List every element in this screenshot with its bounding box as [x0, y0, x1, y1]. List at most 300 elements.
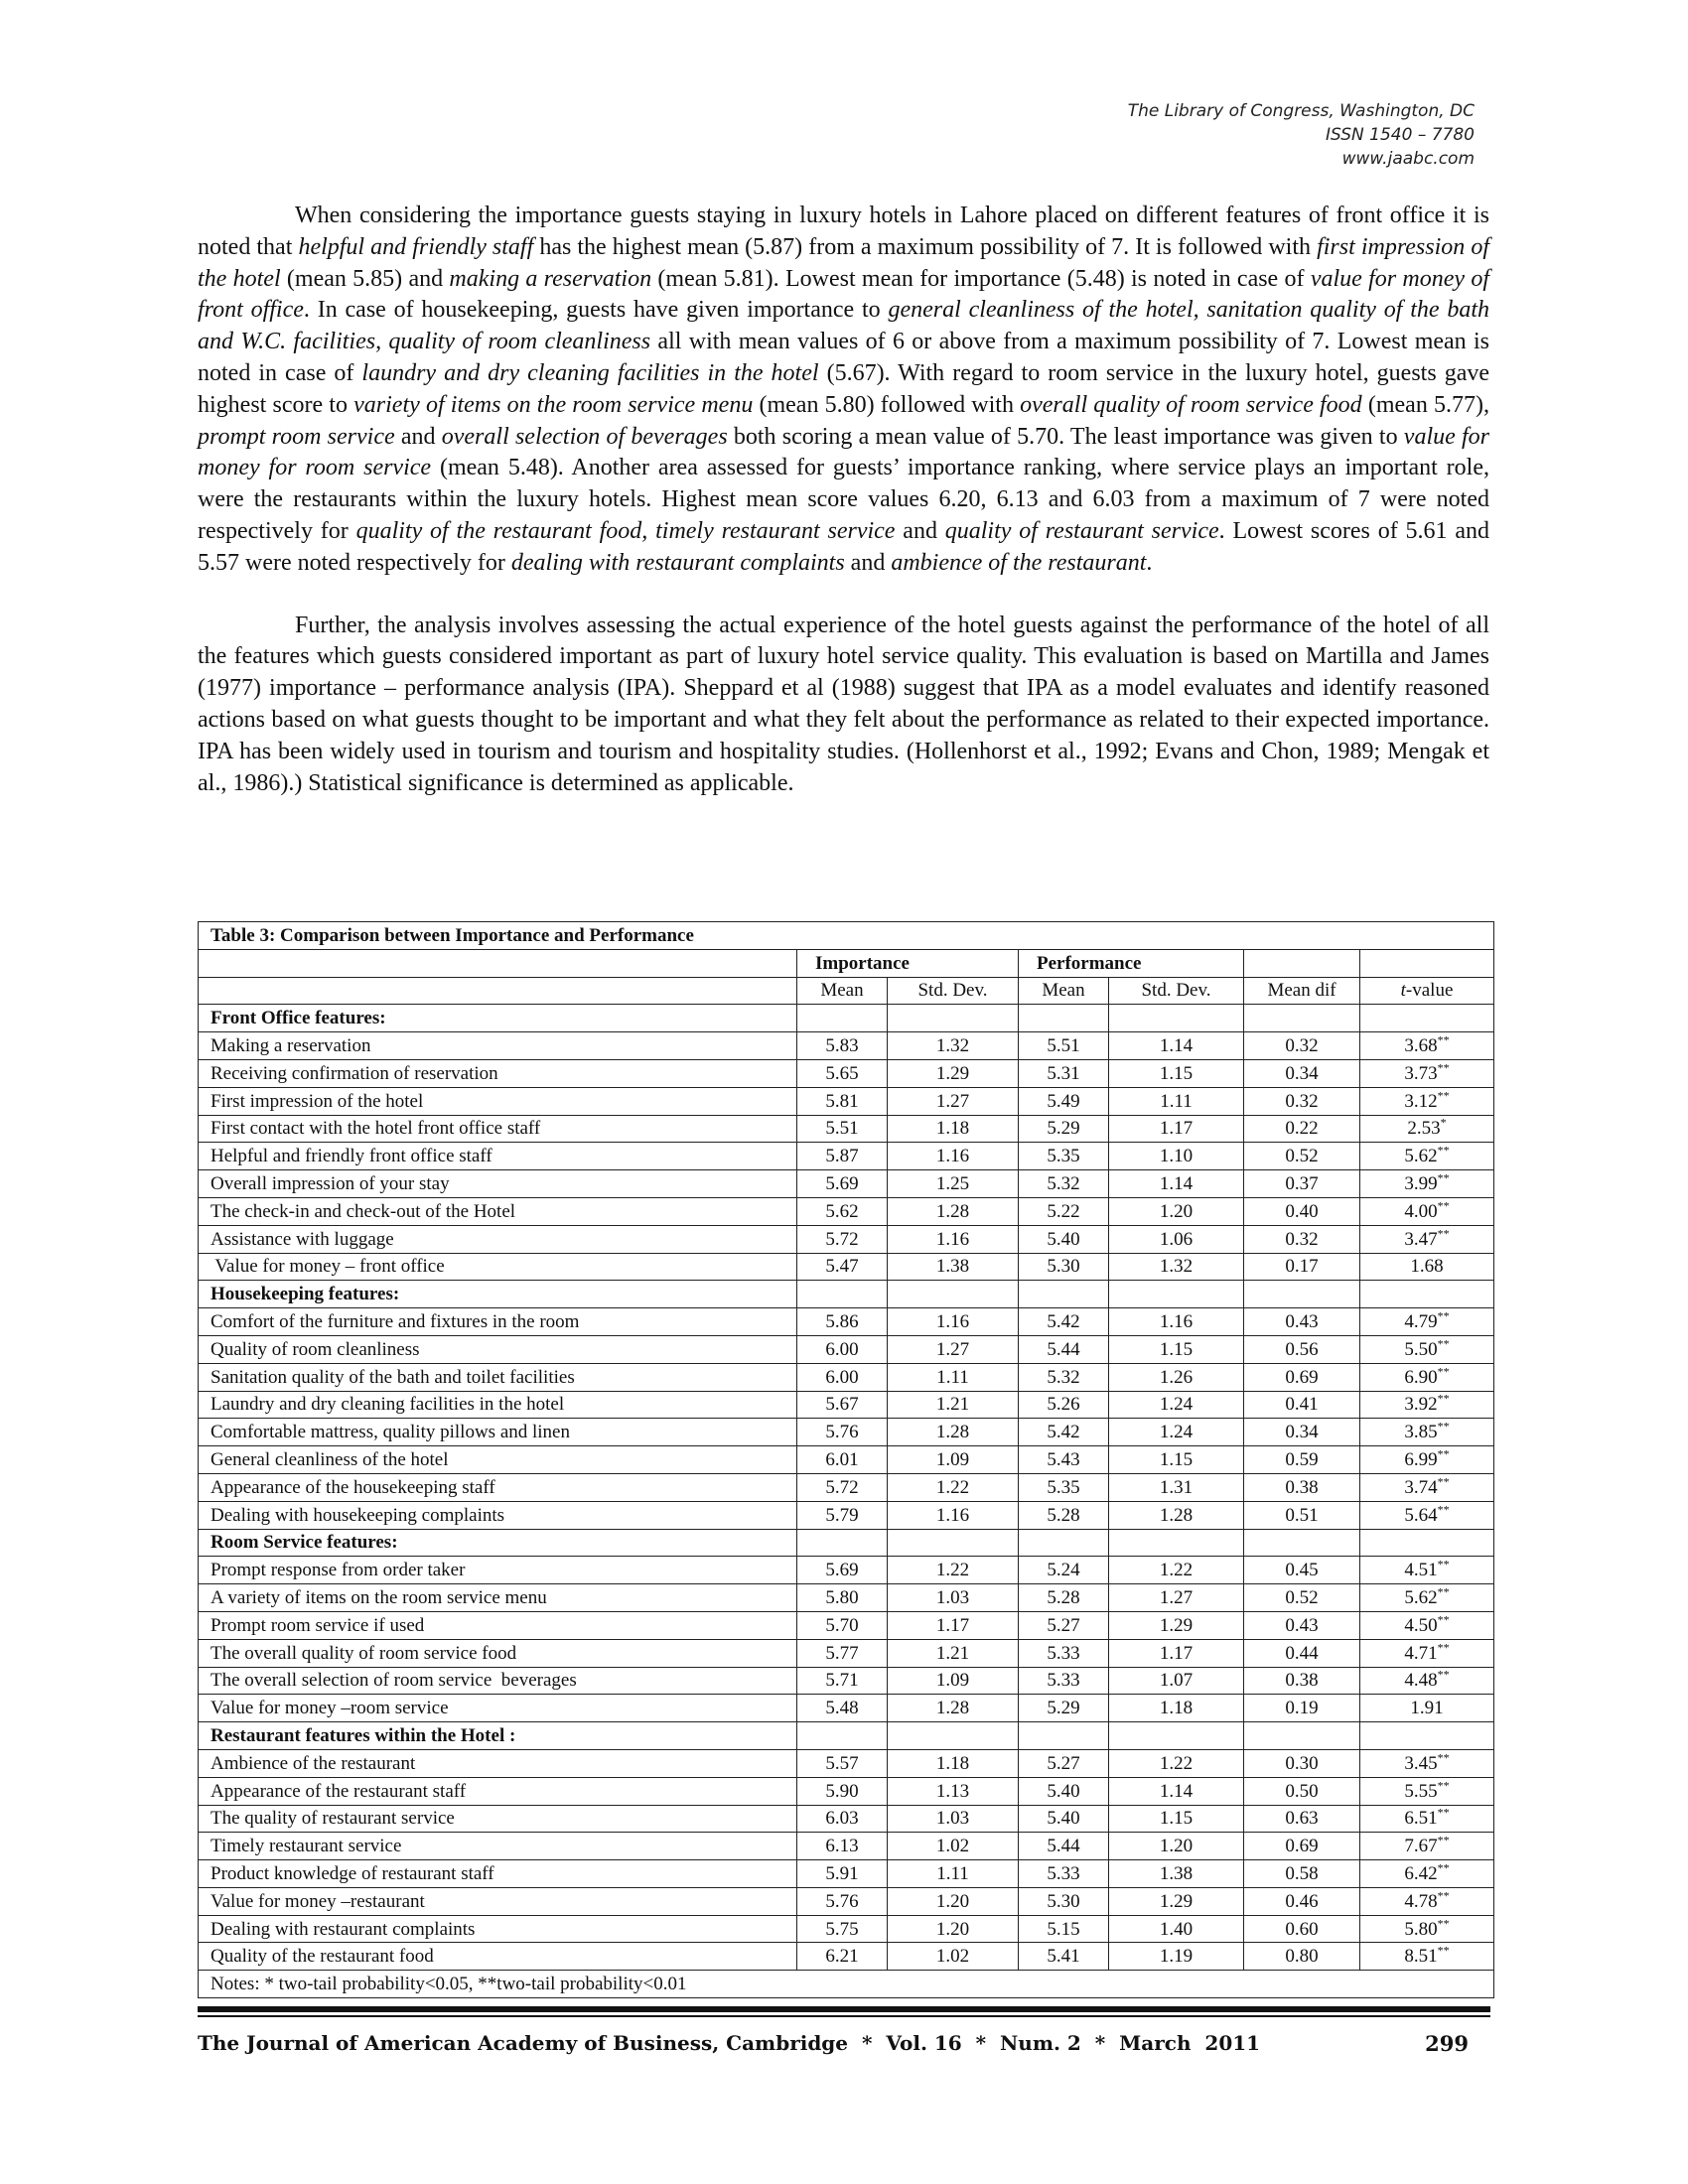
row-label: Value for money –restaurant [199, 1887, 797, 1915]
comparison-table [198, 921, 1494, 1998]
table-section-header: Restaurant features within the Hotel : [199, 1722, 1494, 1750]
table-cell: 1.28 [1109, 1501, 1244, 1529]
significance-marker: ** [1437, 1668, 1450, 1683]
page-number: 299 [1425, 2031, 1469, 2056]
table-cell: 0.38 [1244, 1473, 1360, 1501]
row-label: Overall impression of your stay [199, 1170, 797, 1198]
table-row [199, 1611, 1494, 1639]
table-cell: 1.38 [888, 1253, 1019, 1281]
table-cell: 5.76 [797, 1887, 888, 1915]
significance-marker: ** [1437, 1833, 1450, 1847]
table-cell: 6.00 [797, 1335, 888, 1363]
row-label: Appearance of the restaurant staff [199, 1777, 797, 1805]
table-cell: 5.35 [1019, 1143, 1109, 1170]
table-cell: 5.51 [1019, 1032, 1109, 1060]
table-cell: 0.80 [1244, 1943, 1360, 1971]
significance-marker: ** [1437, 1640, 1450, 1655]
t-value-cell: 4.71** [1360, 1639, 1494, 1667]
row-label: A variety of items on the room service menu [199, 1584, 797, 1612]
table-notes-row [199, 1971, 1494, 1998]
row-label: The quality of restaurant service [199, 1805, 797, 1833]
running-header [1128, 99, 1475, 171]
t-value-cell: 6.90** [1360, 1363, 1494, 1391]
table-cell: 1.20 [888, 1887, 1019, 1915]
table-row [199, 1363, 1494, 1391]
table-cell: 5.72 [797, 1225, 888, 1253]
body-text [198, 201, 1489, 799]
header-issn: ISSN 1540 – 7780 [1326, 125, 1475, 145]
t-value-cell: 5.62** [1360, 1143, 1494, 1170]
row-label: Value for money –room service [199, 1695, 797, 1722]
table-cell: 0.41 [1244, 1391, 1360, 1419]
table-cell: 5.67 [797, 1391, 888, 1419]
footer-rule [198, 2006, 1490, 2012]
col-performance-mean: Mean [1019, 977, 1109, 1005]
table-cell: 5.69 [797, 1170, 888, 1198]
table-row [199, 1805, 1494, 1833]
table-section-header: Housekeeping features: [199, 1281, 1494, 1308]
table-notes: Notes: * two-tail probability<0.05, **two-tail probability<0.01 [199, 1971, 1494, 1998]
table-cell: 1.24 [1109, 1419, 1244, 1446]
table-cell: 0.17 [1244, 1253, 1360, 1281]
table-cell: 0.32 [1244, 1087, 1360, 1115]
table-cell: 5.44 [1019, 1335, 1109, 1363]
significance-marker: ** [1437, 1032, 1450, 1047]
table-cell: 0.22 [1244, 1115, 1360, 1143]
table-cell: 0.32 [1244, 1032, 1360, 1060]
table-cell: 1.15 [1109, 1446, 1244, 1474]
table-row [199, 1749, 1494, 1777]
table-cell: 5.51 [797, 1115, 888, 1143]
col-importance-mean: Mean [797, 977, 888, 1005]
table-cell: 1.11 [1109, 1087, 1244, 1115]
table-cell: 1.14 [1109, 1170, 1244, 1198]
table-cell: 1.03 [888, 1584, 1019, 1612]
table-row [199, 1833, 1494, 1860]
table-title: Table 3: Comparison between Importance and Performance [199, 922, 1494, 950]
table-row [199, 1059, 1494, 1087]
table-row [199, 1253, 1494, 1281]
table-row [199, 1391, 1494, 1419]
table-cell: 1.22 [888, 1473, 1019, 1501]
table-cell: 1.27 [888, 1087, 1019, 1115]
table-row [199, 1943, 1494, 1971]
table-cell: 6.01 [797, 1446, 888, 1474]
table-cell: 5.32 [1019, 1170, 1109, 1198]
table-cell: 5.26 [1019, 1391, 1109, 1419]
table-cell: 5.31 [1019, 1059, 1109, 1087]
table-section-header: Front Office features: [199, 1005, 1494, 1032]
table-cell: 5.77 [797, 1639, 888, 1667]
table-cell: 5.40 [1019, 1225, 1109, 1253]
t-value-cell: 4.48** [1360, 1667, 1494, 1695]
table-cell: 1.24 [1109, 1391, 1244, 1419]
table-cell: 5.72 [797, 1473, 888, 1501]
significance-marker: ** [1437, 1170, 1450, 1185]
table-cell: 5.44 [1019, 1833, 1109, 1860]
table-cell: 5.33 [1019, 1639, 1109, 1667]
significance-marker: ** [1437, 1944, 1450, 1959]
table-cell: 1.28 [888, 1419, 1019, 1446]
footer [198, 2031, 1490, 2055]
row-label: Comfort of the furniture and fixtures in the room [199, 1308, 797, 1336]
body-paragraph: When considering the importance guests staying in luxury hotels in Lahore placed on different features of front office it is noted that helpful and friendly staff has the highest mean (5.87) from a maximum possibility of 7. It is followed with first impression of the hotel (mean 5.85) and making a reservation (mean 5.81). Lowest mean for importance (5.48) is noted in case of value for money of front office. In case of housekeeping, guests have given importance to general cleanliness of the hotel, sanitation quality of the bath and W.C. facilities, quality of room cleanliness all with mean values of 6 or above from a maximum possibility of 7. Lowest mean is noted in case of laundry and dry cleaning facilities in the hotel (5.67). With regard to room service in the luxury hotel, guests gave highest score to variety of items on the room service menu (mean 5.80) followed with overall quality of room service food (mean 5.77), prompt room service and overall selection of beverages both scoring a mean value of 5.70. The least importance was given to value for money for room service (mean 5.48). Another area assessed for guests’ importance ranking, where service plays an important role, were the restaurants within the luxury hotels. Highest mean score values 6.20, 6.13 and 6.03 from a maximum of 7 were noted respectively for quality of the restaurant food, timely restaurant service and quality of restaurant service. Lowest scores of 5.61 and 5.57 were noted respectively for dealing with restaurant complaints and ambience of the restaurant. [198, 203, 1490, 576]
t-value-cell: 5.80** [1360, 1915, 1494, 1943]
table-cell: 1.18 [888, 1115, 1019, 1143]
table-cell: 1.29 [1109, 1887, 1244, 1915]
table-cell: 1.14 [1109, 1032, 1244, 1060]
table-cell: 0.38 [1244, 1667, 1360, 1695]
table-row [199, 1915, 1494, 1943]
table-cell: 1.18 [888, 1749, 1019, 1777]
t-value-cell: 3.47** [1360, 1225, 1494, 1253]
t-value-cell: 3.73** [1360, 1059, 1494, 1087]
table-row [199, 1308, 1494, 1336]
significance-marker: ** [1437, 1474, 1450, 1489]
table-cell: 5.69 [797, 1557, 888, 1584]
table-row [199, 1557, 1494, 1584]
table-cell: 1.32 [1109, 1253, 1244, 1281]
table-cell: 1.15 [1109, 1059, 1244, 1087]
table-cell: 1.27 [1109, 1584, 1244, 1612]
table-cell: 1.03 [888, 1805, 1019, 1833]
t-value-cell: 6.51** [1360, 1805, 1494, 1833]
table-cell: 6.00 [797, 1363, 888, 1391]
significance-marker: ** [1437, 1226, 1450, 1241]
significance-marker: ** [1437, 1392, 1450, 1407]
table-cell: 1.07 [1109, 1667, 1244, 1695]
table-cell: 6.21 [797, 1943, 888, 1971]
row-label: Sanitation quality of the bath and toilet facilities [199, 1363, 797, 1391]
row-label: Laundry and dry cleaning facilities in the hotel [199, 1391, 797, 1419]
table-cell: 5.24 [1019, 1557, 1109, 1584]
table-cell: 0.58 [1244, 1860, 1360, 1888]
table-cell: 0.45 [1244, 1557, 1360, 1584]
t-value-cell: 3.99** [1360, 1170, 1494, 1198]
table-cell: 0.46 [1244, 1887, 1360, 1915]
significance-marker: ** [1437, 1557, 1450, 1571]
row-label: Prompt room service if used [199, 1611, 797, 1639]
table-cell: 5.15 [1019, 1915, 1109, 1943]
table-cell: 1.32 [888, 1032, 1019, 1060]
footer-journal: The Journal of American Academy of Business, Cambridge * Vol. 16 * Num. 2 * March 2011 [198, 2031, 1261, 2055]
table-cell: 5.40 [1019, 1777, 1109, 1805]
body-paragraph: Further, the analysis involves assessing the actual experience of the hotel guests against the performance of the hotel of all the features which guests considered important as part of luxury hotel service quality. This evaluation is based on Martilla and James (1977) importance – performance analysis (IPA). Sheppard et al (1988) suggest that IPA as a model evaluates and identify reasoned actions based on what guests thought to be important and what they felt about the performance as related to their expected importance. IPA has been widely used in tourism and tourism and hospitality studies. (Hollenhorst et al., 1992; Evans and Chon, 1989; Mengak et al., 1986).) Statistical significance is determined as applicable. [198, 612, 1489, 796]
significance-marker: ** [1437, 1060, 1450, 1075]
table-cell: 5.79 [797, 1501, 888, 1529]
table-cell: 0.40 [1244, 1197, 1360, 1225]
table-cell: 1.20 [888, 1915, 1019, 1943]
t-value-cell: 5.55** [1360, 1777, 1494, 1805]
t-value-cell: 8.51** [1360, 1943, 1494, 1971]
table-cell: 5.76 [797, 1419, 888, 1446]
t-value-cell: 3.92** [1360, 1391, 1494, 1419]
table-cell: 0.50 [1244, 1777, 1360, 1805]
t-value-cell: 5.50** [1360, 1335, 1494, 1363]
table-row [199, 1225, 1494, 1253]
t-value-cell: 1.91 [1360, 1695, 1494, 1722]
table-row [199, 1473, 1494, 1501]
table-cell: 5.83 [797, 1032, 888, 1060]
row-label: Appearance of the housekeeping staff [199, 1473, 797, 1501]
significance-marker: ** [1437, 1088, 1450, 1103]
table-cell: 0.44 [1244, 1639, 1360, 1667]
row-label: The check-in and check-out of the Hotel [199, 1197, 797, 1225]
table-cell: 1.17 [888, 1611, 1019, 1639]
significance-marker: ** [1437, 1143, 1450, 1158]
t-value-cell: 7.67** [1360, 1833, 1494, 1860]
table-cell: 5.33 [1019, 1860, 1109, 1888]
row-label: First impression of the hotel [199, 1087, 797, 1115]
row-label: Helpful and friendly front office staff [199, 1143, 797, 1170]
table-cell: 5.57 [797, 1749, 888, 1777]
significance-marker: ** [1437, 1806, 1450, 1821]
table-cell: 1.06 [1109, 1225, 1244, 1253]
table-cell: 5.48 [797, 1695, 888, 1722]
significance-marker: ** [1437, 1336, 1450, 1351]
table-cell: 5.87 [797, 1143, 888, 1170]
row-label: The overall selection of room service beverages [199, 1667, 797, 1695]
table-cell: 5.70 [797, 1611, 888, 1639]
table-cell: 1.14 [1109, 1777, 1244, 1805]
table-cell: 5.41 [1019, 1943, 1109, 1971]
table-cell: 5.47 [797, 1253, 888, 1281]
table-cell: 5.28 [1019, 1584, 1109, 1612]
table-cell: 5.35 [1019, 1473, 1109, 1501]
table-cell: 5.28 [1019, 1501, 1109, 1529]
table-cell: 1.13 [888, 1777, 1019, 1805]
table-cell: 1.17 [1109, 1115, 1244, 1143]
table-cell: 1.15 [1109, 1805, 1244, 1833]
table-cell: 5.42 [1019, 1308, 1109, 1336]
table-cell: 0.51 [1244, 1501, 1360, 1529]
table-cell: 1.19 [1109, 1943, 1244, 1971]
table-cell: 1.22 [1109, 1749, 1244, 1777]
table-row [199, 1584, 1494, 1612]
table-cell: 1.25 [888, 1170, 1019, 1198]
table-cell: 1.28 [888, 1197, 1019, 1225]
row-label: Assistance with luggage [199, 1225, 797, 1253]
table-cell: 5.29 [1019, 1695, 1109, 1722]
table-cell: 1.20 [1109, 1197, 1244, 1225]
table-cell: 5.75 [797, 1915, 888, 1943]
t-value-cell: 4.79** [1360, 1308, 1494, 1336]
header-library: The Library of Congress, Washington, DC [1127, 101, 1475, 121]
table-cell: 1.09 [888, 1446, 1019, 1474]
table-cell: 5.30 [1019, 1887, 1109, 1915]
significance-marker: ** [1437, 1888, 1450, 1903]
table-cell: 0.52 [1244, 1584, 1360, 1612]
table-cell: 0.63 [1244, 1805, 1360, 1833]
t-value-cell: 5.64** [1360, 1501, 1494, 1529]
table-cell: 5.80 [797, 1584, 888, 1612]
table-row [199, 1501, 1494, 1529]
table-row [199, 1170, 1494, 1198]
table-cell: 1.22 [1109, 1557, 1244, 1584]
table-cell: 5.27 [1019, 1749, 1109, 1777]
table-cell: 1.18 [1109, 1695, 1244, 1722]
significance-marker: ** [1437, 1612, 1450, 1627]
t-value-cell: 5.62** [1360, 1584, 1494, 1612]
table-cell: 5.81 [797, 1087, 888, 1115]
t-value-cell: 1.68 [1360, 1253, 1494, 1281]
row-label: First contact with the hotel front office staff [199, 1115, 797, 1143]
row-label: Ambience of the restaurant [199, 1749, 797, 1777]
table-cell: 5.91 [797, 1860, 888, 1888]
row-label: Dealing with housekeeping complaints [199, 1501, 797, 1529]
row-label: Making a reservation [199, 1032, 797, 1060]
col-t-value: t-value [1360, 977, 1494, 1005]
table-cell: 6.13 [797, 1833, 888, 1860]
table-cell: 0.52 [1244, 1143, 1360, 1170]
table-cell: 1.17 [1109, 1639, 1244, 1667]
table-row [199, 1335, 1494, 1363]
table-cell: 5.29 [1019, 1115, 1109, 1143]
table-cell: 5.33 [1019, 1667, 1109, 1695]
table-cell: 5.27 [1019, 1611, 1109, 1639]
table-cell: 5.43 [1019, 1446, 1109, 1474]
significance-marker: ** [1437, 1502, 1450, 1517]
table-cell: 0.43 [1244, 1308, 1360, 1336]
table-cell: 1.21 [888, 1391, 1019, 1419]
table-cell: 1.21 [888, 1639, 1019, 1667]
table-group-header [199, 949, 1494, 977]
table-row [199, 1777, 1494, 1805]
table-row [199, 1695, 1494, 1722]
significance-marker: ** [1437, 1446, 1450, 1461]
significance-marker: ** [1437, 1308, 1450, 1323]
table-cell: 1.26 [1109, 1363, 1244, 1391]
table-cell: 1.40 [1109, 1915, 1244, 1943]
table-cell: 5.86 [797, 1308, 888, 1336]
significance-marker: ** [1437, 1584, 1450, 1599]
table-cell: 5.49 [1019, 1087, 1109, 1115]
significance-marker: ** [1437, 1778, 1450, 1793]
t-value-cell: 4.50** [1360, 1611, 1494, 1639]
table-cell: 1.16 [888, 1308, 1019, 1336]
significance-marker: * [1440, 1116, 1447, 1131]
group-performance: Performance [1019, 949, 1244, 977]
table-cell: 5.90 [797, 1777, 888, 1805]
table-cell: 1.27 [888, 1335, 1019, 1363]
table-row [199, 1087, 1494, 1115]
table-cell: 5.65 [797, 1059, 888, 1087]
table-cell: 0.69 [1244, 1363, 1360, 1391]
table-cell: 1.38 [1109, 1860, 1244, 1888]
table-cell: 5.22 [1019, 1197, 1109, 1225]
significance-marker: ** [1437, 1860, 1450, 1875]
table-cell: 1.31 [1109, 1473, 1244, 1501]
table-section-header: Room Service features: [199, 1529, 1494, 1557]
table-cell: 1.11 [888, 1363, 1019, 1391]
table-row [199, 1860, 1494, 1888]
col-performance-std: Std. Dev. [1109, 977, 1244, 1005]
table-cell: 1.29 [888, 1059, 1019, 1087]
t-value-cell: 4.51** [1360, 1557, 1494, 1584]
table-title-row [199, 922, 1494, 950]
t-value-cell: 4.78** [1360, 1887, 1494, 1915]
t-value-cell: 3.85** [1360, 1419, 1494, 1446]
row-label: Product knowledge of restaurant staff [199, 1860, 797, 1888]
t-value-cell: 3.74** [1360, 1473, 1494, 1501]
significance-marker: ** [1437, 1419, 1450, 1433]
table-cell: 0.32 [1244, 1225, 1360, 1253]
table-cell: 5.40 [1019, 1805, 1109, 1833]
t-value-cell: 3.12** [1360, 1087, 1494, 1115]
row-label: General cleanliness of the hotel [199, 1446, 797, 1474]
table-cell: 0.30 [1244, 1749, 1360, 1777]
table-cell: 1.29 [1109, 1611, 1244, 1639]
table-cell: 0.60 [1244, 1915, 1360, 1943]
table-cell: 5.62 [797, 1197, 888, 1225]
col-mean-dif: Mean dif [1244, 977, 1360, 1005]
t-value-cell: 6.99** [1360, 1446, 1494, 1474]
row-label: Quality of room cleanliness [199, 1335, 797, 1363]
table-cell: 5.30 [1019, 1253, 1109, 1281]
significance-marker: ** [1437, 1750, 1450, 1765]
table-cell: 5.32 [1019, 1363, 1109, 1391]
table-cell: 1.15 [1109, 1335, 1244, 1363]
table-cell: 5.71 [797, 1667, 888, 1695]
significance-marker: ** [1437, 1198, 1450, 1213]
table-cell: 1.16 [1109, 1308, 1244, 1336]
table-row [199, 1446, 1494, 1474]
table-row [199, 1143, 1494, 1170]
t-value-cell: 6.42** [1360, 1860, 1494, 1888]
t-value-cell: 3.68** [1360, 1032, 1494, 1060]
table-cell: 1.11 [888, 1860, 1019, 1888]
table-cell: 1.09 [888, 1667, 1019, 1695]
table-cell: 1.16 [888, 1501, 1019, 1529]
row-label: Comfortable mattress, quality pillows and linen [199, 1419, 797, 1446]
table-cell: 1.22 [888, 1557, 1019, 1584]
table-cell: 0.37 [1244, 1170, 1360, 1198]
row-label: Receiving confirmation of reservation [199, 1059, 797, 1087]
table-cell: 1.20 [1109, 1833, 1244, 1860]
table-column-header [199, 977, 1494, 1005]
table-cell: 0.56 [1244, 1335, 1360, 1363]
row-label: Quality of the restaurant food [199, 1943, 797, 1971]
col-importance-std: Std. Dev. [888, 977, 1019, 1005]
table-cell: 1.16 [888, 1143, 1019, 1170]
table-cell: 5.42 [1019, 1419, 1109, 1446]
table-cell: 0.34 [1244, 1419, 1360, 1446]
table-row [199, 1639, 1494, 1667]
table-cell: 0.19 [1244, 1695, 1360, 1722]
header-website: www.jaabc.com [1341, 149, 1475, 169]
group-importance: Importance [797, 949, 1019, 977]
significance-marker: ** [1437, 1916, 1450, 1931]
row-label: Prompt response from order taker [199, 1557, 797, 1584]
row-label: Dealing with restaurant complaints [199, 1915, 797, 1943]
t-value-cell: 2.53* [1360, 1115, 1494, 1143]
table-cell: 1.02 [888, 1833, 1019, 1860]
table-cell: 1.28 [888, 1695, 1019, 1722]
table-cell: 1.10 [1109, 1143, 1244, 1170]
table-cell: 0.59 [1244, 1446, 1360, 1474]
t-value-cell: 3.45** [1360, 1749, 1494, 1777]
table-cell: 0.43 [1244, 1611, 1360, 1639]
t-value-cell: 4.00** [1360, 1197, 1494, 1225]
table-cell: 6.03 [797, 1805, 888, 1833]
table-row [199, 1667, 1494, 1695]
row-label: Value for money – front office [199, 1253, 797, 1281]
table-row [199, 1197, 1494, 1225]
table-row [199, 1887, 1494, 1915]
table-cell: 0.34 [1244, 1059, 1360, 1087]
significance-marker: ** [1437, 1364, 1450, 1379]
row-label: The overall quality of room service food [199, 1639, 797, 1667]
